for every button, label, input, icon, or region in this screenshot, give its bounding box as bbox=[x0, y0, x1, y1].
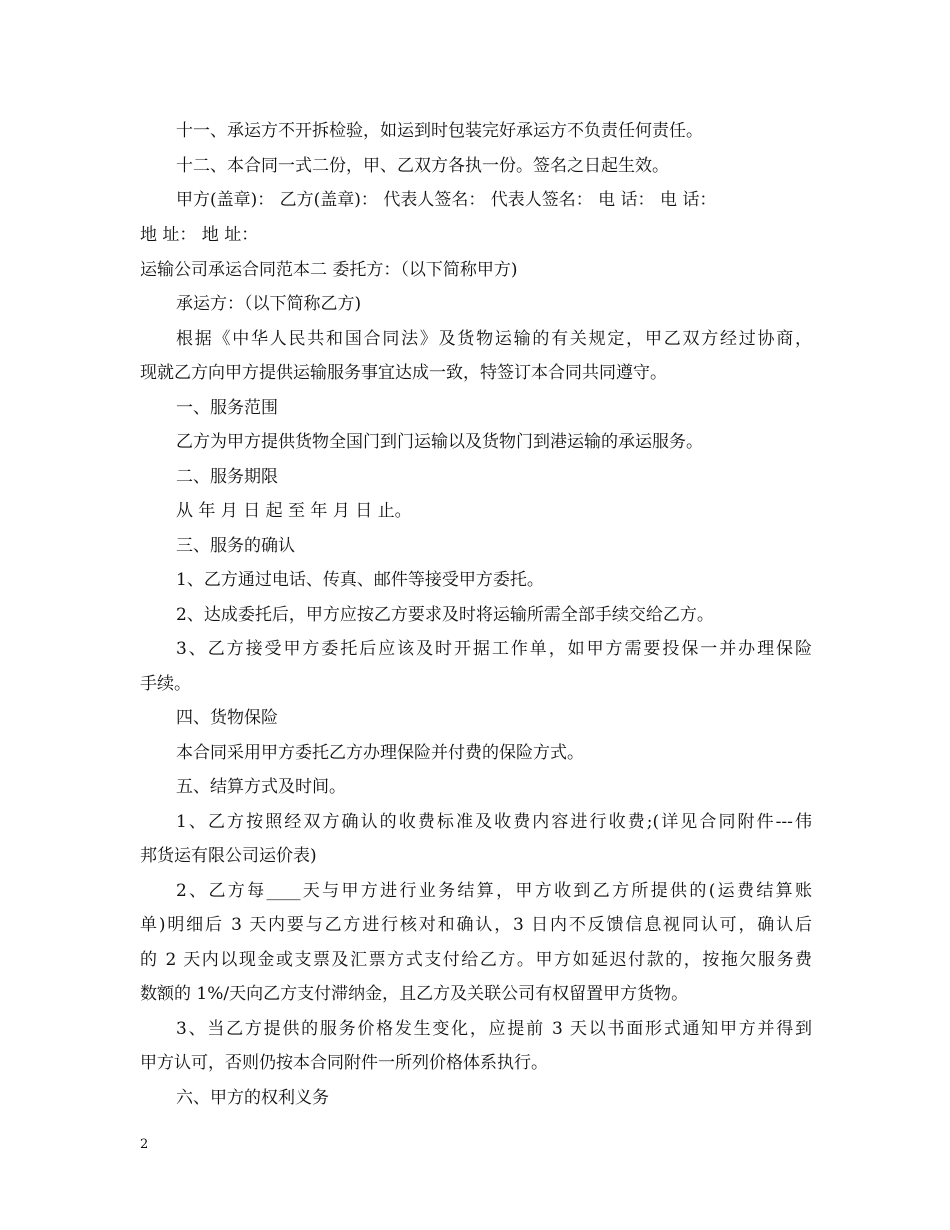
signature-row: 甲方(盖章)： 乙方(盖章)： 代表人签名： 代表人签名： 电 话： 电 话： bbox=[176, 190, 717, 210]
insurance-text: 本合同采用甲方委托乙方办理保险并付费的保险方式。 bbox=[176, 743, 584, 763]
carrier-line: 承运方：（以下简称乙方) bbox=[176, 294, 362, 314]
service-scope-text: 乙方为甲方提供货物全国门到门运输以及货物门到港运输的承运服务。 bbox=[176, 432, 703, 452]
settlement-item-3-line-1: 3、当乙方提供的服务价格发生变化，应提前 3 天以书面形式通知甲方并得到 bbox=[176, 1019, 812, 1039]
clause-11: 十一、承运方不开拆检验，如运到时包装完好承运方不负责任何责任。 bbox=[176, 121, 703, 141]
settlement-item-2-line-4: 数额的 1%/天向乙方支付滞纳金，且乙方及关联公司有权留置甲方货物。 bbox=[140, 984, 689, 1004]
settlement-item-3-line-2: 甲方认可，否则仍按本合同附件一所列价格体系执行。 bbox=[140, 1053, 548, 1073]
section-heading-6: 六、甲方的权利义务 bbox=[176, 1088, 329, 1108]
settlement-item-1-line-1: 1、乙方按照经双方确认的收费标准及收费内容进行收费;(详见合同附件---伟 bbox=[176, 812, 812, 832]
section-heading-2: 二、服务期限 bbox=[176, 467, 278, 487]
confirm-item-3-line-1: 3、乙方接受甲方委托后应该及时开据工作单，如甲方需要投保一并办理保险 bbox=[176, 639, 812, 659]
contract-title-line: 运输公司承运合同范本二 委托方：（以下简称甲方) bbox=[140, 260, 518, 280]
confirm-item-3-line-2: 手续。 bbox=[140, 674, 191, 694]
preamble-line-1: 根据《中华人民共和国合同法》及货物运输的有关规定，甲乙双方经过协商， bbox=[176, 329, 812, 349]
settlement-item-2-line-3: 的 2 天内以现金或支票及汇票方式支付给乙方。甲方如延迟付款的，按拖欠服务费 bbox=[140, 950, 812, 970]
section-heading-1: 一、服务范围 bbox=[176, 398, 278, 418]
clause-12: 十二、本合同一式二份，甲、乙双方各执一份。签名之日起生效。 bbox=[176, 156, 669, 176]
section-heading-5: 五、结算方式及时间。 bbox=[176, 777, 346, 797]
settlement-item-2-line-1: 2、乙方每____天与甲方进行业务结算，甲方收到乙方所提供的(运费结算账 bbox=[176, 881, 812, 901]
confirm-item-1: 1、乙方通过电话、传真、邮件等接受甲方委托。 bbox=[176, 570, 544, 590]
confirm-item-2: 2、达成委托后，甲方应按乙方要求及时将运输所需全部手续交给乙方。 bbox=[176, 605, 714, 625]
page-number: 2 bbox=[140, 1137, 149, 1152]
service-period-text: 从 年 月 日 起 至 年 月 日 止。 bbox=[176, 501, 412, 521]
section-heading-4: 四、货物保险 bbox=[176, 708, 278, 728]
section-heading-3: 三、服务的确认 bbox=[176, 536, 295, 556]
preamble-line-2: 现就乙方向甲方提供运输服务事宜达成一致，特签订本合同共同遵守。 bbox=[140, 363, 667, 383]
settlement-item-1-line-2: 邦货运有限公司运价表) bbox=[140, 846, 317, 866]
settlement-item-2-line-2: 单)明细后 3 天内要与乙方进行核对和确认，3 日内不反馈信息视同认可，确认后 bbox=[140, 915, 812, 935]
address-row: 地 址： 地 址： bbox=[140, 225, 259, 245]
